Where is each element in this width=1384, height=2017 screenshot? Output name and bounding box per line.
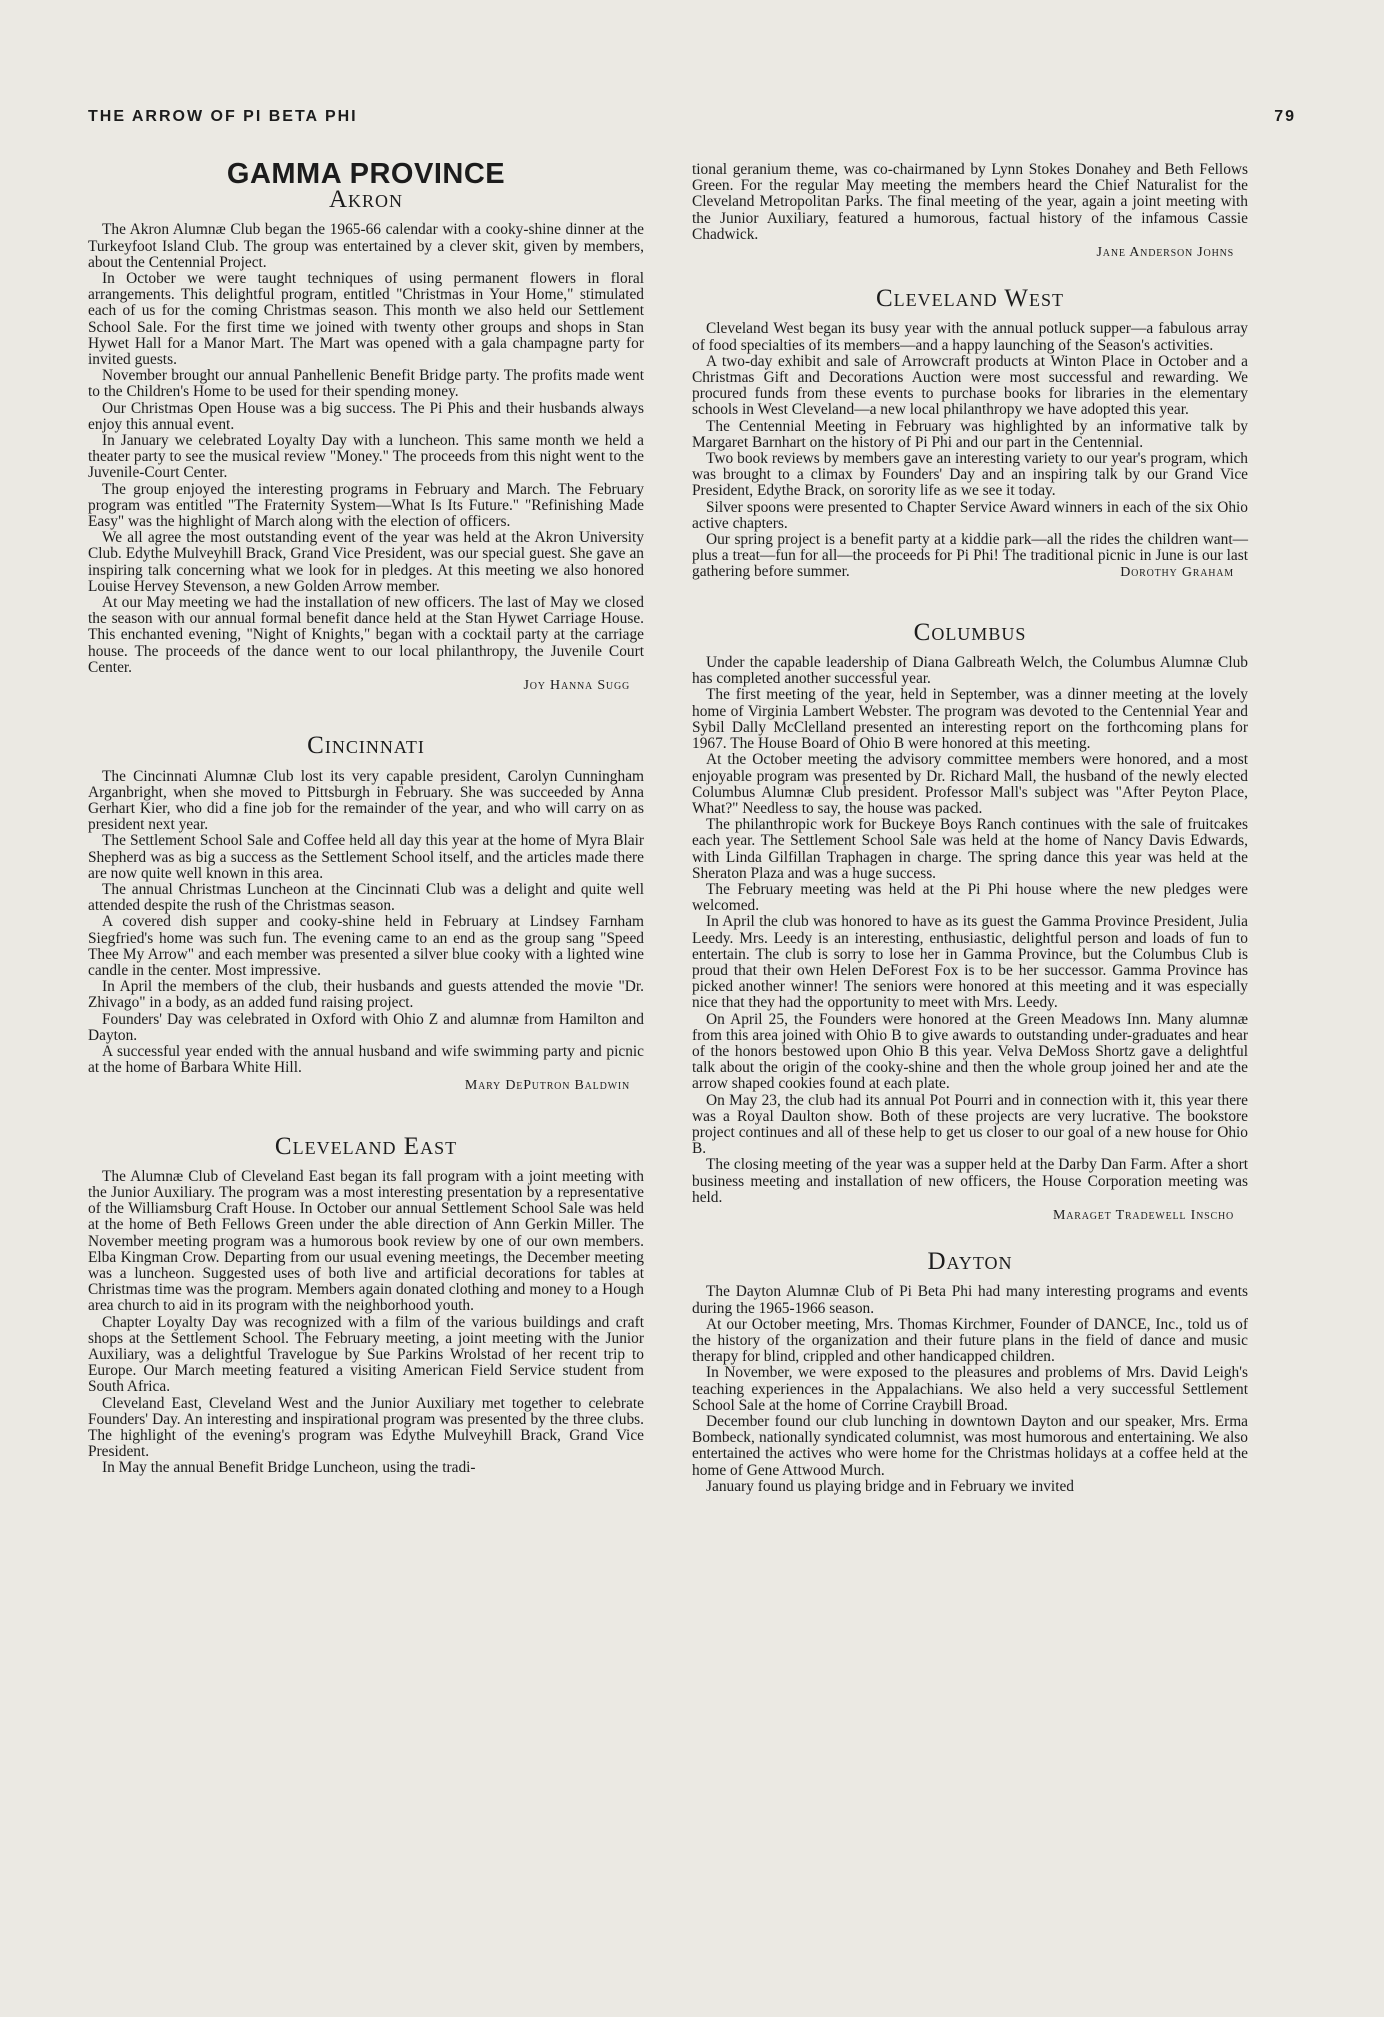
cleveland-west-paragraph: Silver spoons were presented to Chapter Service Award winners in each of the six Ohio active chapters. (692, 498, 1248, 532)
dayton-paragraph: At our October meeting, Mrs. Thomas Kirchmer, Founder of DANCE, Inc., told us of the history of the organization and their future plans in the field of dance and music therapy for blind, crippled and other handicapped children. (692, 1315, 1248, 1366)
cleveland-east-paragraph: In May the annual Benefit Bridge Luncheon, using the tradi- (102, 1459, 476, 1477)
cincinnati-paragraph: The Cincinnati Alumnæ Club lost its very capable president, Carolyn Cunningham Arganbright, when she moved to Pittsburgh in February. She was succeeded by Anna Gerhart Kier, who did a fine job for the remainder of the year, and who will carry on as president next year. (88, 767, 644, 834)
columbus-paragraph: Under the capable leadership of Diana Galbreath Welch, the Columbus Alumnæ Club has completed another successful year. (692, 654, 1248, 688)
akron-paragraph: The Akron Alumnæ Club began the 1965-66 calendar with a cooky-shine dinner at the Turkeyfoot Island Club. The group was entertained by a clever skit, given by members, about the Centennial Project. (88, 221, 644, 271)
dayton-paragraph: December found our club lunching in downtown Dayton and our speaker, Mrs. Erma Bombeck, nationally syndicated columnist, was most humorous and entertaining. We also entertained the actives who were home for the Christmas holidays at a coffee held at the home of Gene Attwood Murch. (692, 1413, 1248, 1479)
left-column (88, 158, 644, 1477)
right-column (692, 162, 1248, 1495)
akron-paragraph: In October we were taught techniques of using permanent flowers in floral arrangements. This delightful program, entitled "Christmas in Your Home," stimulated each of us for the coming Christmas season. This month we also held our Settlement School Sale. For the first time we joined with twenty other groups and shops in Stan Hywet Hall for a Manor Mart. The Mart was opened with a gala champagne party for invited guests. (88, 270, 644, 369)
cincinnati-heading: Cincinnati (307, 732, 425, 760)
continued-paragraph: tional geranium theme, was co-chairmaned by Lynn Stokes Donahey and Beth Fellows Green. For the regular May meeting the members heard the Chief Naturalist for the Cleveland Metropolitan Parks. The final meeting of the year, again a joint meeting with the Junior Auxiliary, featured a humorous, factual history of the infamous Cassie Chadwick. (692, 161, 1248, 243)
columbus-paragraph: On April 25, the Founders were honored at the Green Meadows Inn. Many alumnæ from this area joined with Ohio B to give awards to outstanding under-graduates and hear of the honors bestowed upon Ohio B this year. Velva DeMoss Shortz gave a delightful talk about the origin of the cooky-shine and then the whole group joined her and ate the arrow shaped cookies found at each plate. (692, 1010, 1248, 1093)
cincinnati-signature: Mary DePutron Baldwin (464, 1078, 630, 1094)
akron-paragraph: The group enjoyed the interesting programs in February and March. The February program was entitled "The Fraternity System—What Is Its Future." "Refinishing Made Easy" was the highlight of March along with the election of officers. (88, 480, 644, 531)
akron-paragraph: At our May meeting we had the installation of new officers. The last of May we closed the season with our annual formal benefit dance held at the Stan Hywet Carriage House. This enchanted evening, "Night of Knights," began with a cocktail party at the carriage house. The proceeds of the dance went to our local philanthropy, the Juvenile Court Center. (88, 594, 644, 676)
cleveland-east-signature: Jane Anderson Johns (1096, 245, 1234, 261)
cincinnati-paragraph: Founders' Day was celebrated in Oxford with Ohio Z and alumnæ from Hamilton and Dayton. (88, 1010, 644, 1044)
cincinnati-paragraph: A covered dish supper and cooky-shine held in February at Lindsey Farnham Siegfried's home was such fun. The evening came to an end as the group sang "Speed Thee My Arrow" and each member was presented a silver blue cooky with a lighted wine candle in the center. Most impressive. (88, 913, 644, 979)
akron-paragraph: In January we celebrated Loyalty Day with a luncheon. This same month we held a theater party to see the musical review "Money." The proceeds from this night went to the Juvenile-Court Center. (88, 432, 644, 482)
cleveland-west-paragraph: A two-day exhibit and sale of Arrowcraft products at Winton Place in October and a Christmas Gift and Decorations Auction were most successful and rewarding. We procured funds from these events to purchase books for libraries in the elementary schools in West Cleveland—a new local philanthropy we have adopted this year. (692, 352, 1248, 419)
dayton-paragraph: January found us playing bridge and in February we invited (706, 1477, 1075, 1495)
columbus-paragraph: On May 23, the club had its annual Pot Pourri and in connection with it, this year there was a Royal Daulton show. Both of these projects are very lucrative. The bookstore project continues and all of these help to get us closer to our goal of a new house for Ohio B. (692, 1091, 1248, 1158)
columbus-paragraph: In April the club was honored to have as its guest the Gamma Province President, Julia Leedy. Mrs. Leedy is an interesting, enthusiastic, delightful person and loads of fun to entertain. The club is sorry to lose her in Gamma Province, but the Columbus Club is proud that their own Helen DeForest Fox is to be her successor. Gamma Province has picked another winner! The seniors were honored at this meeting and it was especially nice that they had the opportunity to meet with Mrs. Leedy. (692, 913, 1248, 1012)
running-head (88, 108, 1296, 126)
akron-heading: Akron (328, 186, 404, 214)
dayton-heading: Dayton (927, 1248, 1013, 1276)
cleveland-west-signature: Dorothy Graham (1120, 564, 1234, 580)
cleveland-west-paragraph: Our spring project is a benefit party at a kiddie park—all the rides the children want—plus a treat—fun for all—the proceeds for Pi Phi! The traditional picnic in June is our last gathering before summer. (692, 531, 1248, 581)
dayton-paragraph: The Dayton Alumnæ Club of Pi Beta Phi had many interesting programs and events during the 1965-1966 season. (692, 1283, 1248, 1317)
cincinnati-paragraph: The annual Christmas Luncheon at the Cincinnati Club was a delight and quite well attended despite the rush of the Christmas season. (88, 880, 644, 915)
columbus-paragraph: The first meeting of the year, held in September, was a dinner meeting at the lovely home of Virginia Lambert Webster. The program was devoted to the Centennial Year and Sybil Dally McClelland presented an interesting report on the forthcoming plans for 1967. The House Board of Ohio B were honored at this meeting. (692, 686, 1248, 753)
cleveland-east-heading: Cleveland East (274, 1132, 458, 1160)
journal-title: THE ARROW OF PI BETA PHI (88, 108, 358, 125)
cincinnati-paragraph: In April the members of the club, their husbands and guests attended the movie "Dr. Zhivago" in a body, as an added fund raising project. (88, 978, 644, 1012)
province-title: GAMMA PROVINCE (226, 158, 506, 190)
cleveland-west-paragraph: The Centennial Meeting in February was highlighted by an informative talk by Margaret Barnhart on the history of Pi Phi and our part in the Centennial. (692, 417, 1248, 451)
akron-paragraph: We all agree the most outstanding event of the year was held at the Akron University Club. Edythe Mulveyhill Brack, Grand Vice President, was our special guest. She gave an inspiring talk concerning what we look for in pledges. At this meeting we also honored Louise Hervey Stevenson, a new Golden Arrow member. (88, 529, 644, 595)
columbus-paragraph: The closing meeting of the year was a supper held at the Darby Dan Farm. After a short business meeting and installation of new officers, the House Corporation meeting was held. (692, 1156, 1248, 1206)
akron-paragraph: November brought our annual Panhellenic Benefit Bridge party. The profits made went to the Children's Home to be used for their spending money. (88, 367, 644, 401)
page-number: 79 (1274, 108, 1296, 125)
cincinnati-paragraph: The Settlement School Sale and Coffee held all day this year at the home of Myra Blair Shepherd was as big a success as the Settlement School itself, and the articles made there are now quite well known in this area. (88, 832, 644, 882)
columbus-paragraph: At the October meeting the advisory committee members were honored, and a most enjoyable program was presented by Dr. Richard Mall, the husband of the newly elected Columbus Alumnæ Club president. Professor Mall's subject was "After Peyton Place, What?" Needless to say, the house was packed. (692, 751, 1248, 817)
cleveland-east-paragraph: Cleveland East, Cleveland West and the Junior Auxiliary met together to celebrate Founders' Day. An interesting and inspirational program was presented by the three clubs. The highlight of the evening's program was Edythe Mulveyhill Brack, Grand Vice President. (88, 1394, 644, 1461)
cleveland-west-paragraph: Cleveland West began its busy year with the annual potluck supper—a fabulous array of food specialties of its members—and a happy launching of the Season's activities. (692, 320, 1248, 354)
cleveland-west-heading: Cleveland West (875, 285, 1065, 313)
cleveland-west-paragraph: Two book reviews by members gave an interesting variety to our year's program, which was brought to a climax by Founders' Day and an inspiring talk by our Grand Vice President, Edythe Brack, on sorority life as we see it today. (692, 450, 1248, 500)
cleveland-east-paragraph: Chapter Loyalty Day was recognized with a film of the various buildings and craft shops at the Settlement School. The February meeting, a joint meeting with the Junior Auxiliary, was a delightful Travelogue by Sue Parkins Wrolstad of her recent trip to Europe. Our March meeting featured a visiting American Field Service student from South Africa. (88, 1313, 644, 1396)
cleveland-east-paragraph: The Alumnæ Club of Cleveland East began its fall program with a joint meeting with the Junior Auxiliary. The program was a most interesting presentation by a representative of the Williamsburg Craft House. In October our annual Settlement School Sale was held at the home of Beth Fellows Green under the able direction of Ann Gerkin Miller. The November meeting program was a humorous book review by one of our own members. Elba Kingman Crow. Departing from our usual evening meetings, the December meeting was a luncheon. Suggested uses of both live and artificial decorations for tables at Christmas time was the program. Members again donated clothing and money to a Hough area church to aid in its program with the neighborhood youth. (88, 1167, 644, 1315)
columbus-signature: Maraget Tradewell Inscho (1052, 1207, 1234, 1223)
akron-paragraph: Our Christmas Open House was a big success. The Pi Phis and their husbands always enjoy this annual event. (88, 399, 644, 433)
columbus-paragraph: The philanthropic work for Buckeye Boys Ranch continues with the sale of fruitcakes each year. The Settlement School Sale was held at the home of Nancy Davis Edwards, with Linda Gilfillan Traphagen in charge. The spring dance this year was held at the Sheraton Plaza and was a huge success. (692, 816, 1248, 882)
columbus-heading: Columbus (913, 618, 1027, 646)
akron-signature: Joy Hanna Sugg (523, 678, 630, 694)
dayton-paragraph: In November, we were exposed to the pleasures and problems of Mrs. David Leigh's teaching experiences in the Appalachians. We also held a very successful Settlement School Sale at the home of Corrine Craybill Broad. (692, 1364, 1248, 1414)
cincinnati-paragraph: A successful year ended with the annual husband and wife swimming party and picnic at the home of Barbara White Hill. (88, 1042, 644, 1077)
columbus-paragraph: The February meeting was held at the Pi Phi house where the new pledges were welcomed. (692, 880, 1248, 915)
